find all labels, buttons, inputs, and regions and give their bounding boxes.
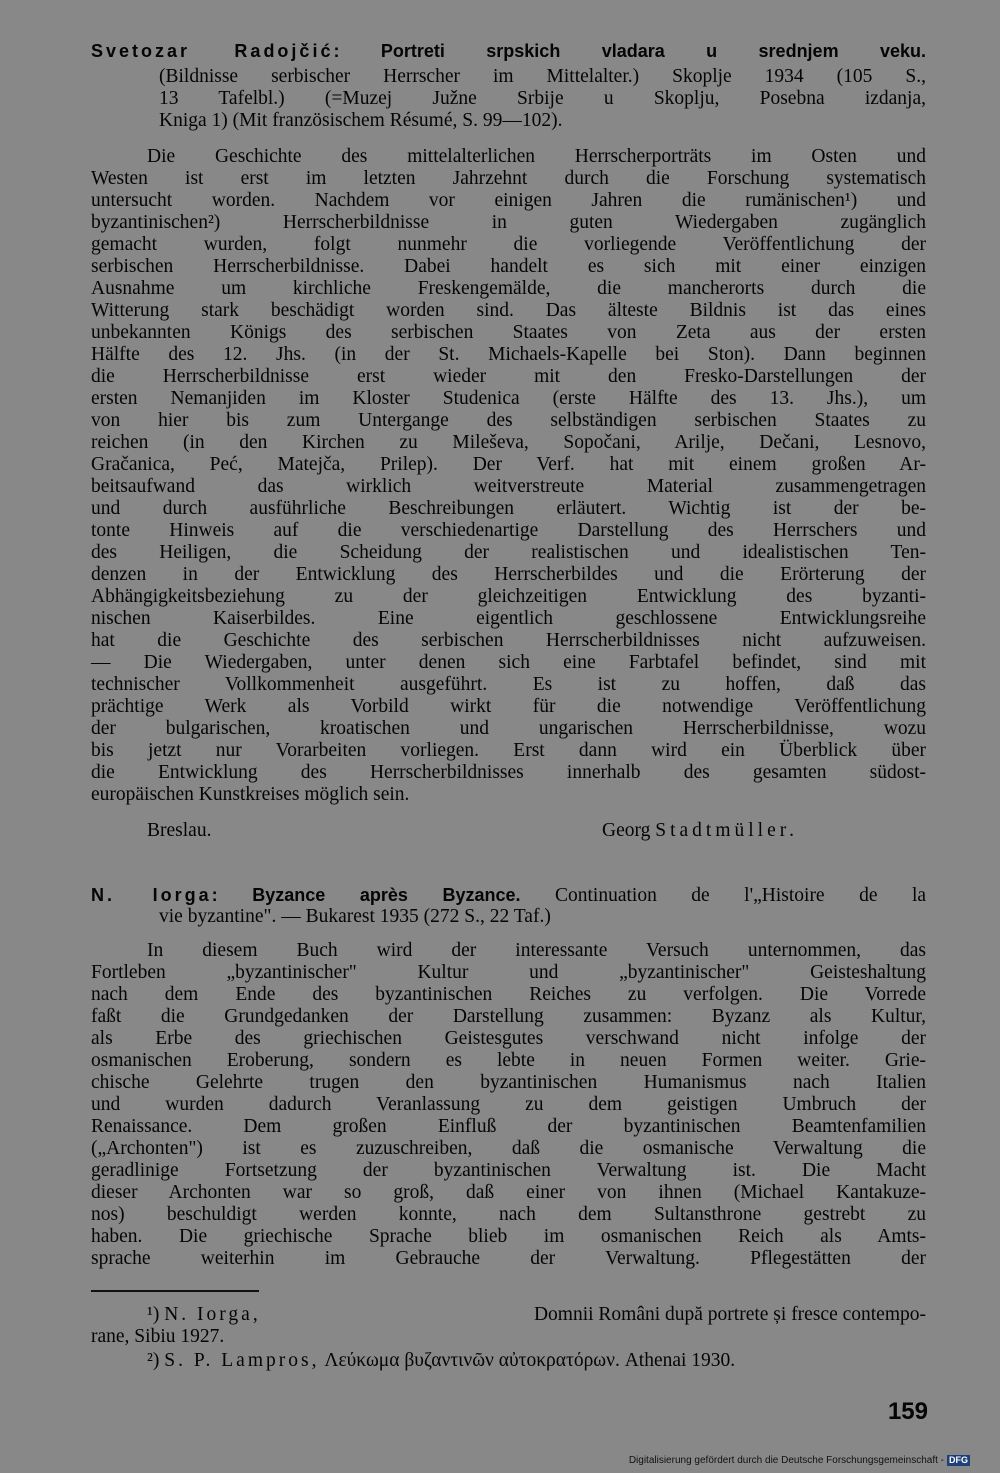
text-line: untersucht worden. Nachdem vor einigen Jahren die rumänischen¹) und — [91, 190, 926, 211]
text-line: Witterung stark beschädigt worden sind. Das älteste Bildnis ist das eines — [91, 300, 926, 321]
text-line: Kniga 1) (Mit französischem Résumé, S. 99—102). — [159, 110, 563, 131]
footnote-2-marker: ²) — [147, 1350, 160, 1371]
text-line: haben. Die griechische Sprache blieb im osmanischen Reich als Amts- — [91, 1226, 926, 1247]
text-line: technischer Vollkommenheit ausgeführt. Es ist zu hoffen, daß das — [91, 674, 926, 695]
text-line: (Bildnisse serbischer Herrscher im Mittelalter.) Skoplje 1934 (105 S., — [159, 66, 926, 87]
text-line: Fortleben „byzantinischer" Kultur und „byzantinischer" Geisteshaltung — [91, 962, 926, 983]
text-line: 13 Tafelbl.) (=Muzej Južne Srbije u Skoplju, Posebna izdanja, — [159, 88, 926, 109]
footnote-2-text: Λεύκωμα βυζαντινῶν αὐτοκρατόρων. Athenai 1930. — [324, 1350, 736, 1371]
dfg-logo: DFG — [949, 1455, 968, 1465]
review1-title: : Portreti srpskich vladara u srednjem veku. — [333, 41, 927, 61]
footnote-2-author: S. P. Lampros, — [164, 1350, 320, 1371]
review2-author: N. Iorga — [91, 885, 212, 905]
credit-text: Digitalisierung gefördert durch die Deutsche Forschungsgemeinschaft - — [628, 1455, 944, 1466]
text-line: byzantinischen²) Herrscherbildnisse in guten Wiedergaben zugänglich — [91, 212, 926, 233]
text-line: des Heiligen, die Scheidung der realistischen und idealistischen Ten- — [91, 542, 926, 563]
text-line: gemacht wurden, folgt nunmehr die vorliegende Veröffentlichung der — [91, 234, 926, 255]
text-line: bis jetzt nur Vorarbeiten vorliegen. Erst dann wird ein Überblick über — [91, 740, 926, 761]
text-line: Hälfte des 12. Jhs. (in der St. Michaels-Kapelle bei Ston). Dann beginnen — [91, 344, 926, 365]
text-line: Westen ist erst im letzten Jahrzehnt durch die Forschung systematisch — [91, 168, 926, 189]
footnote-1 — [147, 1304, 926, 1326]
text-line: die Herrscherbildnisse erst wieder mit den Fresko-Darstellungen der — [91, 366, 926, 387]
text-line: unbekannten Königs des serbischen Staates von Zeta aus der ersten — [91, 322, 926, 343]
text-line: die Entwicklung des Herrscherbildnisses innerhalb des gesamten südost- — [91, 762, 926, 783]
text-line: sprache weiterhin im Gebrauche der Verwaltung. Pflegestätten der — [91, 1248, 926, 1269]
text-line: chische Gelehrte trugen den byzantinischen Humanismus nach Italien — [91, 1072, 926, 1093]
text-line: tonte Hinweis auf die verschiedenartige Darstellung des Herrschers und — [91, 520, 926, 541]
text-line: („Archonten") ist es zuzuschreiben, daß die osmanische Verwaltung die — [91, 1138, 926, 1159]
text-line: vie byzantine". — Bukarest 1935 (272 S., 22 Taf.) — [159, 906, 551, 927]
text-line: Gračanica, Peć, Matejča, Prilep). Der Verf. hat mit einem großen Ar- — [91, 454, 926, 475]
text-line: ersten Nemanjiden im Kloster Studenica (erste Hälfte des 13. Jhs.), um — [91, 388, 926, 409]
text-line: nischen Kaiserbildes. Eine eigentlich geschlossene Entwicklungsreihe — [91, 608, 926, 629]
text-line: europäischen Kunstkreises möglich sein. — [91, 784, 410, 805]
review2-title: : Byzance après Byzance. — [211, 885, 521, 905]
review2-heading — [91, 884, 926, 907]
text-line: geradlinige Fortsetzung der byzantinischen Verwaltung ist. Die Macht — [91, 1160, 926, 1181]
footnote-1-continuation: rane, Sibiu 1927. — [91, 1326, 225, 1347]
page-number: 159 — [887, 1398, 928, 1425]
footnote-1-marker: ¹) — [147, 1304, 160, 1325]
review2-citation-first: Continuation de l'„Histoire de la — [555, 885, 927, 906]
text-line: dieser Archonten war so groß, daß einer von ihnen (Michael Kantakuze- — [91, 1182, 926, 1203]
text-line: reichen (in den Kirchen zu Mileševa, Sopočani, Arilje, Dečani, Lesnovo, — [91, 432, 926, 453]
review1-heading — [91, 40, 926, 63]
text-line: von hier bis zum Untergange des selbständigen serbischen Staates zu — [91, 410, 926, 431]
text-line: als Erbe des griechischen Geistesgutes verschwand nicht infolge der — [91, 1028, 926, 1049]
reviewer-last-name: Stadtmüller. — [655, 820, 799, 841]
text-line: faßt die Grundgedanken der Darstellung zusammen: Byzanz als Kultur, — [91, 1006, 926, 1027]
review1-place: Breslau. — [147, 820, 212, 841]
text-line: und wurden dadurch Veranlassung zu dem geistigen Umbruch der — [91, 1094, 926, 1115]
text-line: nos) beschuldigt werden konnte, nach dem Sultansthrone gestrebt zu — [91, 1204, 926, 1225]
text-line: prächtige Werk als Vorbild wirkt für die notwendige Veröffentlichung — [91, 696, 926, 717]
text-line: hat die Geschichte des serbischen Herrscherbildnisses nicht aufzuweisen. — [91, 630, 926, 651]
text-line: Die Geschichte des mittelalterlichen Herrscherporträts im Osten und — [147, 146, 926, 167]
text-line: osmanischen Eroberung, sondern es lebte in neuen Formen weiter. Grie- — [91, 1050, 926, 1071]
text-line: nach dem Ende des byzantinischen Reiches zu verfolgen. Die Vorrede — [91, 984, 926, 1005]
text-line: Ausnahme um kirchliche Freskengemälde, die mancherorts durch die — [91, 278, 926, 299]
text-line: beitsaufwand das wirklich weitverstreute Material zusammengetragen — [91, 476, 926, 497]
text-line: und durch ausführliche Beschreibungen erläutert. Wichtig ist der be- — [91, 498, 926, 519]
footnote-2 — [147, 1350, 735, 1372]
review1-author: Svetozar Radojčić — [91, 41, 334, 61]
footnote-1-author: N. Iorga, — [164, 1304, 261, 1325]
text-line: Abhängigkeitsbeziehung zu der gleichzeitigen Entwicklung des byzanti- — [91, 586, 926, 607]
text-line: — Die Wiedergaben, unter denen sich eine Farbtafel befindet, sind mit — [91, 652, 926, 673]
text-line: serbischen Herrscherbildnisse. Dabei handelt es sich mit einer einzigen — [91, 256, 926, 277]
text-line: denzen in der Entwicklung des Herrscherbildes und die Erörterung der — [91, 564, 926, 585]
review1-reviewer — [602, 820, 798, 842]
footnote-1-text: Domnii Români după portrete și fresce contempo- — [533, 1304, 926, 1325]
digitization-credit — [629, 1455, 970, 1466]
text-line: der bulgarischen, kroatischen und ungarischen Herrscherbildnisse, wozu — [91, 718, 926, 739]
reviewer-first-name: Georg — [602, 820, 651, 841]
text-line: In diesem Buch wird der interessante Versuch unternommen, das — [147, 940, 926, 961]
text-line: Renaissance. Dem großen Einfluß der byzantinischen Beamtenfamilien — [91, 1116, 926, 1137]
footnote-rule — [91, 1290, 259, 1292]
